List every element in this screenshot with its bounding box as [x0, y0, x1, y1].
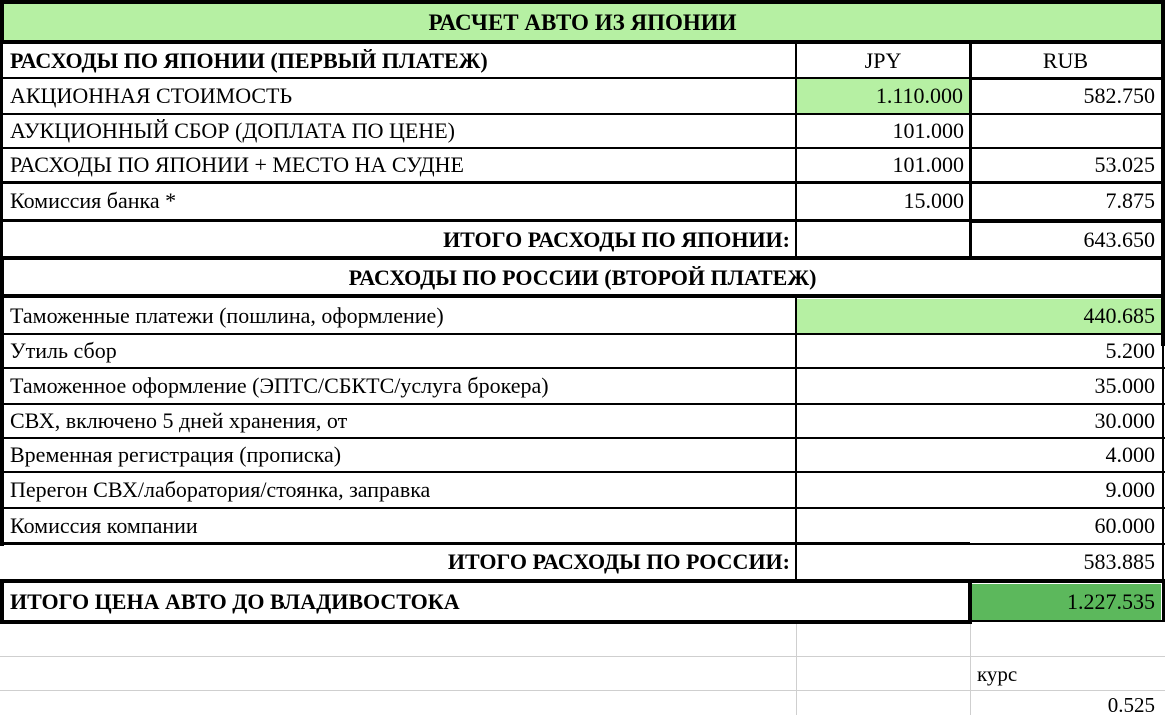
- border-line: [0, 581, 4, 624]
- border-line: [0, 113, 1165, 115]
- sheet-title[interactable]: РАСЧЕТ АВТО ИЗ ЯПОНИИ: [4, 4, 1161, 40]
- japan-row-jpy[interactable]: 15.000: [903, 188, 964, 213]
- grid-line: [796, 624, 797, 715]
- border-line: [0, 77, 970, 79]
- japan-row-rub[interactable]: 7.875: [1105, 188, 1155, 213]
- border-line: [969, 44, 972, 260]
- russia-section-header[interactable]: РАСХОДЫ ПО РОССИИ (ВТОРОЙ ПЛАТЕЖ): [348, 265, 817, 290]
- rate-label[interactable]: курс: [977, 661, 1018, 686]
- russia-row-label[interactable]: Временная регистрация (прописка): [10, 442, 342, 467]
- japan-row-label[interactable]: Комиссия банка *: [10, 188, 177, 213]
- russia-row-rub[interactable]: 5.200: [1105, 338, 1155, 363]
- japan-row-label[interactable]: АКЦИОННАЯ СТОИМОСТЬ: [10, 83, 293, 108]
- russia-total-label[interactable]: ИТОГО РАСХОДЫ ПО РОССИИ:: [447, 549, 790, 574]
- border-line: [1161, 0, 1165, 44]
- russia-row-rub[interactable]: 35.000: [1094, 373, 1155, 398]
- border-line: [0, 333, 1165, 335]
- border-line: [1161, 258, 1165, 298]
- border-line: [0, 181, 1165, 184]
- russia-row-rub[interactable]: 30.000: [1094, 408, 1155, 433]
- russia-row-rub[interactable]: 60.000: [1094, 513, 1155, 538]
- japan-row-rub[interactable]: 53.025: [1094, 152, 1155, 177]
- border-line: [0, 579, 1165, 583]
- border-line: [0, 40, 1165, 44]
- russia-row-label[interactable]: СВХ, включено 5 дней хранения, от: [10, 408, 348, 433]
- japan-row-label[interactable]: АУКЦИОННЫЙ СБОР (ДОПЛАТА ПО ЦЕНЕ): [10, 118, 455, 143]
- border-line: [0, 44, 3, 260]
- grand-total-label[interactable]: ИТОГО ЦЕНА АВТО ДО ВЛАДИВОСТОКА: [10, 589, 460, 614]
- border-line: [0, 437, 1165, 439]
- border-line: [0, 256, 1165, 260]
- japan-row-jpy[interactable]: 1.110.000: [797, 79, 969, 113]
- border-line: [968, 581, 972, 624]
- russia-row-label[interactable]: Утиль сбор: [10, 338, 117, 363]
- russia-row-rub[interactable]: 440.685: [797, 299, 1161, 333]
- border-line: [1161, 44, 1165, 260]
- grid-line: [0, 690, 1165, 691]
- border-line: [795, 44, 797, 222]
- japan-row-jpy[interactable]: 101.000: [892, 152, 964, 177]
- border-line: [0, 507, 1165, 509]
- russia-row-label[interactable]: Перегон СВХ/лаборатория/стоянка, заправка: [10, 477, 431, 502]
- border-line: [1161, 296, 1165, 346]
- border-line: [0, 258, 4, 298]
- border-line: [0, 367, 1165, 369]
- border-line: [0, 147, 1165, 149]
- japan-row-rub[interactable]: 582.750: [1083, 83, 1155, 108]
- border-line: [970, 543, 1165, 545]
- japan-row-rub[interactable]: [970, 114, 1161, 148]
- border-line: [0, 542, 970, 545]
- border-line: [1162, 346, 1164, 581]
- border-line: [0, 296, 4, 546]
- border-line: [970, 221, 1165, 223]
- border-line: [0, 294, 1165, 298]
- border-line: [795, 296, 797, 581]
- japan-section-header[interactable]: РАСХОДЫ ПО ЯПОНИИ (ПЕРВЫЙ ПЛАТЕЖ): [10, 48, 488, 73]
- russia-row-label[interactable]: Таможенные платежи (пошлина, оформление): [10, 303, 444, 328]
- border-line: [970, 77, 1165, 80]
- border-line: [0, 471, 1165, 473]
- japan-total-label[interactable]: ИТОГО РАСХОДЫ ПО ЯПОНИИ:: [443, 227, 790, 252]
- russia-total-rub[interactable]: 583.885: [1083, 549, 1155, 574]
- column-header-jpy[interactable]: JPY: [864, 48, 902, 73]
- japan-row-jpy[interactable]: 101.000: [892, 118, 964, 143]
- column-header-rub[interactable]: RUB: [1042, 48, 1089, 73]
- russia-row-label[interactable]: Комиссия компании: [10, 513, 198, 538]
- border-line: [0, 0, 1165, 4]
- grand-total-rub[interactable]: 1.227.535: [971, 584, 1161, 620]
- grid-line: [0, 656, 1165, 657]
- russia-row-rub[interactable]: 4.000: [1105, 442, 1155, 467]
- border-line: [0, 620, 972, 624]
- border-line: [0, 403, 1165, 405]
- russia-row-label[interactable]: Таможенное оформление (ЭПТС/СБКТС/услуга брокера): [10, 373, 549, 398]
- japan-row-label[interactable]: РАСХОДЫ ПО ЯПОНИИ + МЕСТО НА СУДНЕ: [10, 152, 464, 177]
- border-line: [795, 222, 797, 258]
- japan-total-rub[interactable]: 643.650: [1083, 227, 1155, 252]
- border-line: [0, 0, 4, 44]
- russia-row-rub[interactable]: 9.000: [1105, 477, 1155, 502]
- border-line: [970, 620, 1165, 622]
- rate-value[interactable]: 0.525: [1107, 693, 1155, 717]
